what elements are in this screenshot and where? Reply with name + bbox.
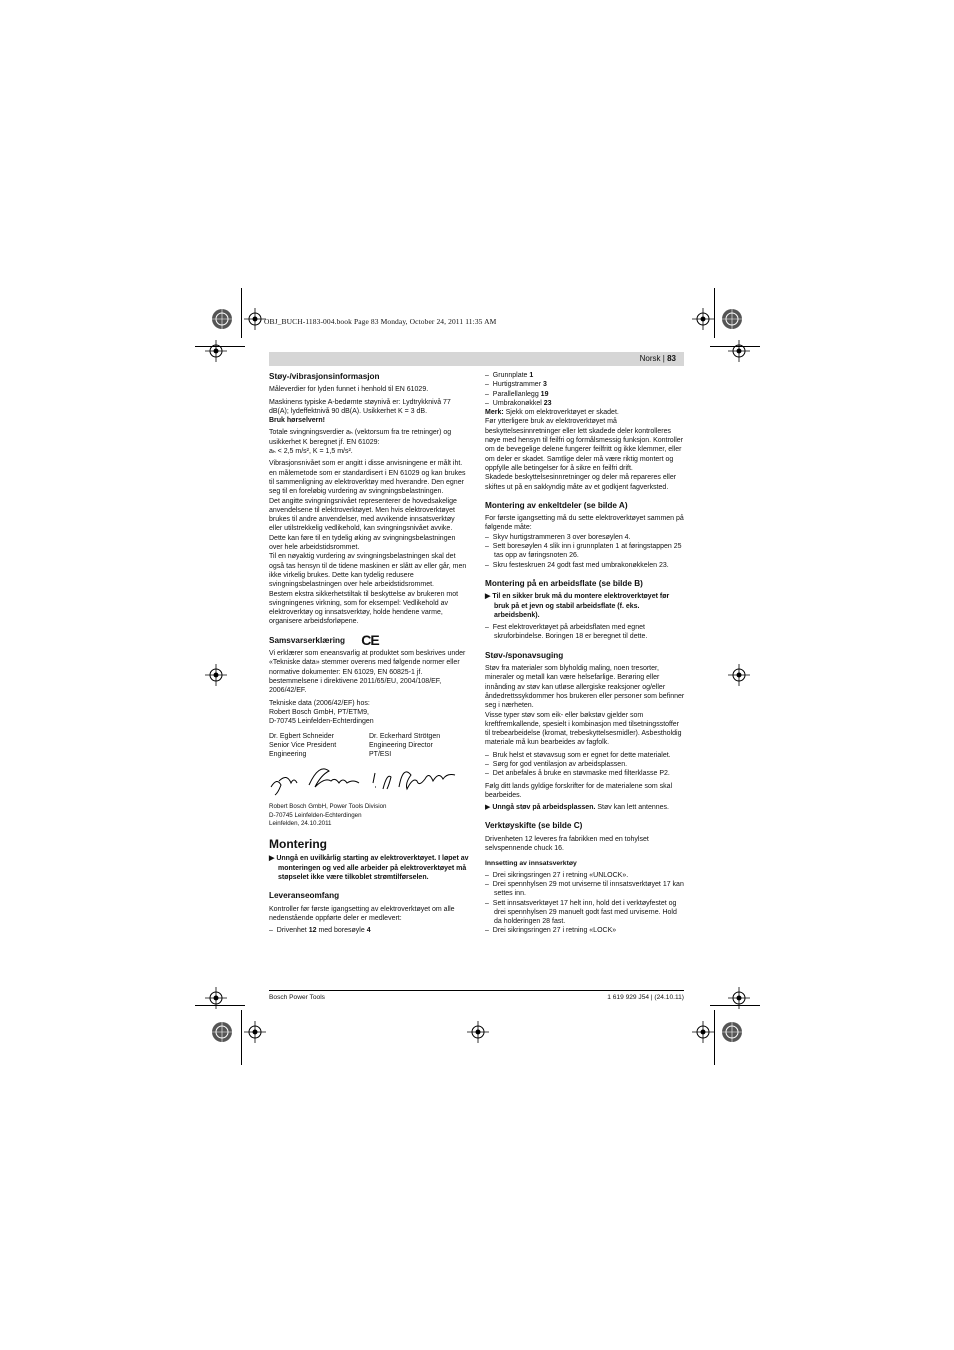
print-slug: OBJ_BUCH-1183-004.book Page 83 Monday, October 24, 2011 11:35 AM — [264, 317, 497, 326]
signatory-dept: Engineering — [269, 751, 307, 759]
part-number: 12 — [308, 927, 317, 935]
paragraph: Vi erklærer som eneansvarlig at produktet som beskrives under «Tekniske data» stemmer overens med følgende normer eller normative dokumenter: EN 61029, EN 60825-1 jf. bestemmelsene i direktivene 2011/65/EU, 2004/108/EF, 2006/42/EF. — [269, 650, 466, 695]
crosshair-icon — [244, 1021, 266, 1043]
crosshair-icon — [728, 340, 750, 362]
step-text: Sett innsatsverktøyet 17 helt inn, hold det i verktøyfestet og drei spennhylsen 29 manuelt godt fast med urviserne. Hold da holderingen 28 fast. — [492, 899, 677, 926]
registration-mark-icon — [721, 1021, 743, 1043]
paragraph-bold: Bruk hørselvern! — [269, 417, 326, 425]
paragraph: Til en nøyaktig vurdering av svingningsbelastningen skal det også tas hensyn til de tidene maskinen er slått av eller går, men ikke virkelig brukes. Dette kan tydelig redusere svingningsbelastningen over hele arbeidstidsrommet. — [269, 553, 467, 589]
page-header — [640, 354, 676, 363]
signatory-title: Engineering Director — [369, 741, 433, 749]
paragraph: Kontroller før første igangsetting av elektroverktøyet om alle nedenstående oppførte deler er medlevert: — [269, 905, 455, 922]
heading-noise: Støy-/vibrasjonsinformasjon — [269, 372, 380, 381]
tip-bold: Unngå støv på arbeidsplassen. — [492, 804, 596, 812]
paragraph: Det angitte svingningsnivået representerer de hovedsakelige anvendelsene til elektroverktøyet. Men hvis elektroverktøyet brukes til andre anvendelser, med avvikende innsatsverktøy eller utilstrekkelig vedlikehold, kan svingningsnivået avvike. Dette kan føre til en tydelig øking av svingningsbelastningen over hele arbeidstidsrommet. — [269, 497, 457, 552]
paragraph: D-70745 Leinfelden-Echterdingen — [269, 718, 374, 726]
tip-item: ▶ Unngå støv på arbeidsplassen. Støv kan lett antennes. — [485, 804, 669, 812]
warning-item: ▶ Unngå en uvilkårlig starting av elektroverktøyet. I løpet av monteringen og ved alle arbeider på elektroverktøyet må støpselet ikke være tilkoblet strømtilførselen. — [269, 855, 469, 881]
crop-line — [241, 1010, 242, 1065]
note-text: Sjekk om elektroverktøyet er skadet. — [503, 409, 619, 417]
paragraph: Følg ditt lands gyldige forskrifter for de materialene som skal bearbeides. — [485, 782, 673, 799]
list-item-text: Bruk helst et støvavsug som er egnet for dette materialet. — [492, 751, 671, 759]
address-line: D-70745 Leinfelden-Echterdingen — [269, 811, 362, 819]
heading-conformity — [269, 631, 469, 648]
paragraph: Vibrasjonsnivået som er angitt i disse anvisningene er målt iht. en målemetode som er standardisert i EN 61029 og kan brukes til sammenligning av elektroverktøy med hverandre. Den egner seg til en foreløbig vurdering av svingningsbelastningen. — [269, 460, 466, 496]
list-item: – Grunnplate 1 — [485, 372, 534, 379]
warning-item: ▶ Til en sikker bruk må du montere elektroverktøyet før bruk på et jevn og stabil arbeidsflate (f. eks. arbeidsbenk). — [485, 593, 670, 619]
step-text: Drei spennhylsen 29 mot urviserne til innsatsverktøyet 17 kan settes inn. — [492, 880, 684, 898]
address-line: Robert Bosch GmbH, Power Tools Division — [269, 803, 387, 811]
paragraph: aₕ < 2,5 m/s², K = 1,5 m/s². — [269, 448, 353, 456]
list-item-text: Drivenhet — [276, 927, 309, 935]
paragraph: For første igangsetting må du sette elektroverktøyet sammen på følgende måte: — [485, 515, 684, 532]
registration-mark-icon — [721, 308, 743, 330]
signatories — [269, 732, 469, 760]
paragraph: Drivenheten 12 leveres fra fabrikken med en tohylset selvspennende chuck 16. — [485, 835, 649, 853]
step-item: – Drei sikringsringen 27 i retning «LOCK» — [485, 927, 617, 935]
part-number: 1 — [529, 372, 534, 379]
crosshair-icon — [728, 987, 750, 1009]
heading-tool-change: Verktøyskifte (se bilde C) — [485, 821, 583, 831]
list-item-text: Det anbefales å bruke en støvmaske med filterklasse P2. — [492, 770, 670, 778]
heading-work-surface: Montering på en arbeidsflate (se bilde B) — [485, 578, 643, 588]
paragraph: Bestem ekstra sikkerhetstiltak til beskyttelse av brukeren mot svingningenes virkning, som for eksempel: Vedlikehold av elektroverktøy og innsatsverktøy, holde hendene varme, organisere arbeidsforløpene. — [269, 590, 459, 626]
part-number: 3 — [542, 381, 547, 389]
signatory-name: Dr. Egbert Schneider — [269, 732, 334, 740]
paragraph: Tekniske data (2006/42/EF) hos: — [269, 699, 370, 707]
step-item: – Drei sikringsringen 27 i retning «UNLOCK». — [485, 871, 629, 879]
heading-dust: Støv-/sponavsuging — [485, 650, 564, 660]
paragraph: Skadede beskyttelsesinnretninger og deler må repareres eller skiftes ut på en sakkyndig måte av et godkjent fagverksted. — [485, 474, 677, 491]
list-item: – Bruk helst et støvavsug som er egnet for dette materialet. — [485, 751, 671, 759]
list-item-text: Hurtigstrammer — [492, 381, 543, 389]
list-item: – Parallellanlegg 19 — [485, 390, 549, 398]
signatory-2 — [369, 732, 469, 760]
paragraph: Maskinens typiske A-bedømte støynivå er: Lydtrykknivå 77 dB(A); lydeffektnivå 90 dB(A). Usikkerhet K = 3 dB. — [269, 398, 451, 415]
part-number: 23 — [543, 399, 552, 407]
header-separator: | — [662, 354, 665, 363]
part-number: 19 — [540, 390, 549, 398]
note — [485, 408, 685, 417]
page-number: 83 — [667, 354, 676, 363]
crosshair-icon — [692, 308, 714, 330]
heading-montering: Montering — [269, 837, 327, 852]
step-text: Skyv hurtigstrammeren 3 over boresøylen 4. — [492, 533, 631, 541]
paragraph: Måleverdier for lyden funnet i henhold til EN 61029. — [269, 386, 429, 394]
step-item: – Skyv hurtigstrammeren 3 over boresøylen 4. — [485, 533, 631, 541]
heading-insert-tool: Innsetting av innsatsverktøy — [485, 860, 577, 868]
list-item: – Hurtigstrammer 3 — [485, 381, 547, 389]
step-item: – Skru festeskruen 24 godt fast med umbrakonøkkelen 23. — [485, 561, 669, 569]
signatory-title: Senior Vice President — [269, 741, 337, 749]
crop-line — [241, 288, 242, 338]
footer-rule — [269, 990, 684, 991]
signatory-dept: PT/ESI — [369, 751, 392, 759]
step-text: Drei sikringsringen 27 i retning «UNLOCK». — [492, 871, 629, 879]
address-line: Leinfelden, 24.10.2011 — [269, 819, 332, 827]
list-item-text: med boresøyle — [316, 927, 367, 935]
header-bar — [269, 352, 684, 366]
right-column — [485, 371, 685, 936]
step-text: Sett boresøylen 4 slik inn i grunnplaten 1 at føringstappen 25 tas opp av føringsnoten 26. — [492, 543, 682, 560]
registration-mark-icon — [211, 1021, 233, 1043]
step-item: – Drei spennhylsen 29 mot urviserne til innsatsverktøyet 17 kan settes inn. — [485, 880, 684, 898]
warning-text: Til en sikker bruk må du montere elektroverktøyet før bruk på et jevn og stabil arbeidsflate (f. eks. arbeidsbenk). — [492, 593, 670, 619]
list-item: – Sørg for god ventilasjon av arbeidsplassen. — [485, 760, 628, 768]
paragraph: Robert Bosch GmbH, PT/ETM9, — [269, 708, 369, 716]
heading-single-parts: Montering av enkeltdeler (se bilde A) — [485, 500, 628, 510]
list-item-text: Parallellanlegg — [492, 390, 541, 398]
left-column — [269, 366, 469, 935]
crosshair-icon — [728, 664, 750, 686]
ce-mark-icon: CE — [361, 631, 379, 648]
step-text: Skru festeskruen 24 godt fast med umbrakonøkkelen 23. — [492, 561, 669, 569]
step-item: – Sett innsatsverktøyet 17 helt inn, hold det i verktøyfestet og drei spennhylsen 29 manuelt godt fast med urviserne. Hold da holderingen 28 fast. — [485, 899, 677, 926]
paragraph: Før ytterligere bruk av elektroverktøyet må beskyttelsesinnretninger eller lett skadede deler kontrolleres nøye med hensyn til feilfri og formålsmessig funksjon. Kontroller om de bevegelige delene fungerer feilfritt og ikke klemmer, eller om deler er skadet. Samtlige deler må være riktig montert og oppfylle alle betingelser for å sikre en feilfri drift. — [485, 418, 684, 472]
heading-scope: Leveranseomfang — [269, 891, 340, 901]
crosshair-icon — [467, 1021, 489, 1043]
step-text: Fest elektroverktøyet på arbeidsflaten med egnet skruforbindelse. Boringen 18 er beregnet til dette. — [492, 624, 648, 641]
list-item-text: Sørg for god ventilasjon av arbeidsplassen. — [492, 760, 628, 768]
paragraph: Visse typer støv som eik- eller bøkstøv gjelder som kreftfremkallende, spesielt i kombinasjon med tilsetningsstoffer til trebearbeidelse (kromat, trebeskyttelsesmidler). Asbestholdig materiale må kun bearbeides av fagfolk. — [485, 711, 682, 747]
crop-line — [714, 1010, 715, 1065]
heading-conformity-text: Samsvarserklæring — [269, 635, 346, 645]
language-label: Norsk — [639, 354, 661, 363]
registration-mark-icon — [211, 308, 233, 330]
list-item-text: Grunnplate — [492, 372, 530, 379]
step-item: – Fest elektroverktøyet på arbeidsflaten med egnet skruforbindelse. Boringen 18 er beregnet til dette. — [485, 624, 648, 641]
signatory-name: Dr. Eckerhard Strötgen — [369, 732, 441, 740]
note-label: Merk: — [485, 409, 504, 417]
paragraph: Totale svingningsverdier aₕ (vektorsum fra tre retninger) og usikkerhet K beregnet jf. EN 61029: — [269, 429, 452, 446]
signatory-1 — [269, 732, 369, 760]
part-number: 4 — [366, 927, 371, 935]
footer-brand: Bosch Power Tools — [269, 994, 325, 1001]
tip-text: Støv kan lett antennes. — [595, 804, 669, 812]
list-item: – Drivenhet 12 med boresøyle 4 — [269, 927, 371, 935]
handwritten-signatures — [269, 761, 469, 799]
crop-line — [714, 288, 715, 338]
crosshair-icon — [205, 340, 227, 362]
crosshair-icon — [244, 308, 266, 330]
step-text: Drei sikringsringen 27 i retning «LOCK» — [492, 927, 617, 935]
footer-doc-id: 1 619 929 J54 | (24.10.11) — [607, 994, 684, 1001]
step-item: – Sett boresøylen 4 slik inn i grunnplaten 1 at føringstappen 25 tas opp av føringsnoten 26. — [485, 543, 682, 560]
paragraph: Støv fra materialer som blyholdig maling, noen tresorter, mineraler og metall kan være helsefarlige. Berøring eller innånding av støv kan utløse allergiske reaksjoner og/eller åndedrettssykdommer hos brukeren eller personer som befinner seg i nærheten. — [485, 665, 685, 710]
list-item-text: Umbrakonøkkel — [492, 399, 544, 407]
warning-text: Unngå en uvilkårlig starting av elektroverktøyet. I løpet av monteringen og ved alle arbeider på elektroverktøyet må støpselet ikke være tilkoblet strømtilførselen. — [276, 855, 469, 881]
crosshair-icon — [205, 987, 227, 1009]
crosshair-icon — [205, 664, 227, 686]
crosshair-icon — [692, 1021, 714, 1043]
list-item: – Det anbefales å bruke en støvmaske med filterklasse P2. — [485, 770, 670, 778]
list-item: – Umbrakonøkkel 23 — [485, 399, 552, 407]
